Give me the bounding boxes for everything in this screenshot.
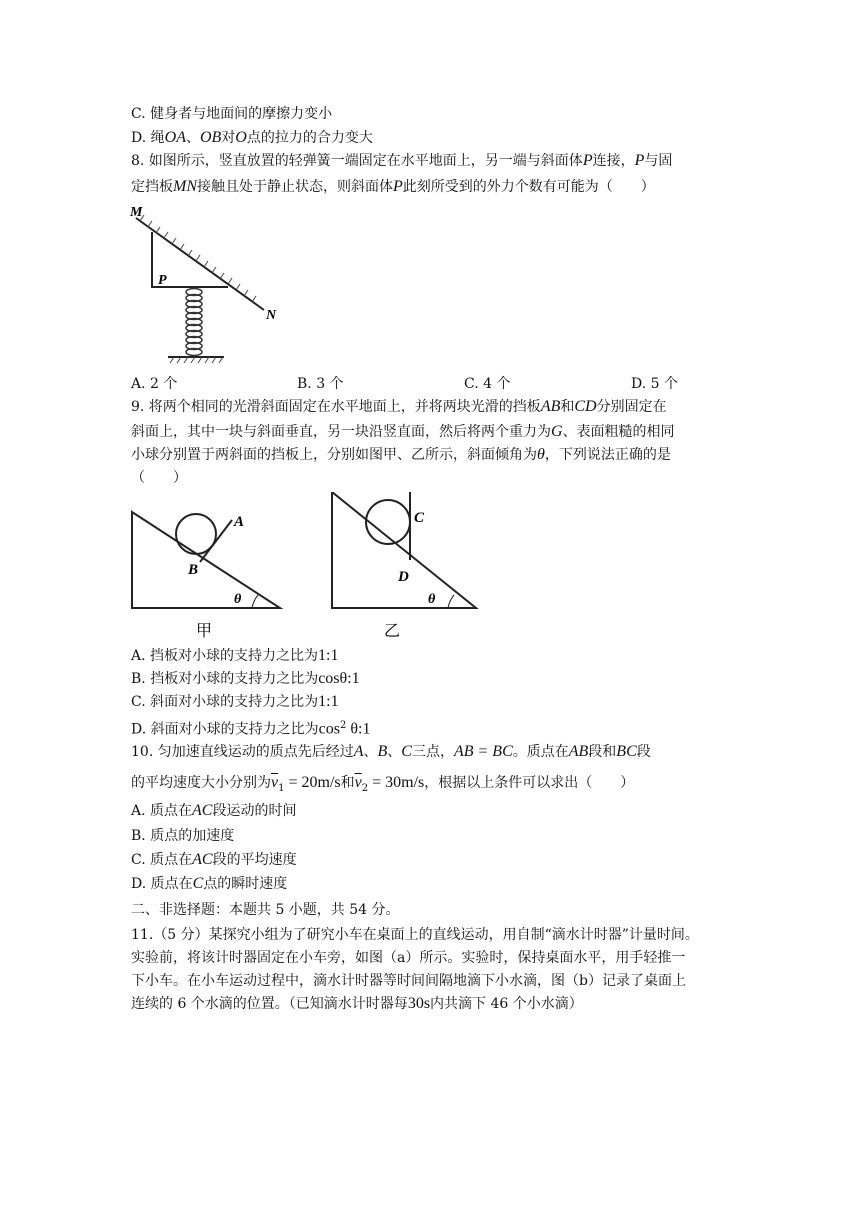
q8-figure	[128, 200, 288, 368]
q9-stem-line-3: 小球分别置于两斜面的挡板上，分别如图甲、乙所示，斜面倾角为θ，下列说法正确的是	[131, 446, 671, 463]
q10-option-d: D. 质点在C点的瞬时速度	[131, 875, 288, 892]
q9-stem-line-4: （ ）	[131, 470, 187, 486]
q9-label-c: C	[414, 510, 425, 526]
q8-stem-line-2: 定挡板MN接触且处于静止状态，则斜面体P此刻所受到的外力个数有可能为（ ）	[131, 178, 655, 195]
q10-option-b: B. 质点的加速度	[131, 828, 235, 844]
q9-figure-jia	[128, 492, 288, 642]
q10-stem-line-2: 的平均速度大小分别为$\overline{v}_1 = 20m/s$和$\overline{v}_2 = 30m/s$，根据以上条件可以求出（ ）	[131, 774, 635, 794]
q11-stem-line-2: 实验前，将该计时器固定在小车旁，如图（a）所示。实验时，保持桌面水平，用手轻推一	[131, 950, 686, 966]
q10-option-c: C. 质点在AC段的平均速度	[131, 851, 297, 868]
q9-option-a: A. 挡板对小球的支持力之比为1:1	[131, 647, 339, 664]
q9-label-theta-jia: θ	[234, 592, 242, 607]
q9-figure-yi	[328, 492, 488, 642]
q10-stem-line-1: 10. 匀加速直线运动的质点先后经过A、B、C三点，AB = BC。质点在AB段和BC段	[131, 743, 651, 760]
q8-stem-line-1: 8. 如图所示，竖直放置的轻弹簧一端固定在水平地面上，另一端与斜面体P连接，P与固	[131, 152, 673, 169]
q11-stem-line-1: 11.（5 分）某探究小组为了研究小车在桌面上的直线运动，用自制“滴水计时器”计量时间。	[131, 927, 699, 943]
q9-stem-line-2: 斜面上，其中一块与斜面垂直，另一块沿竖直面，然后将两个重力为G、表面粗糙的相同	[131, 423, 675, 440]
q11-stem-line-3: 下小车。在小车运动过程中，滴水计时器等时间间隔地滴下小水滴，图（b）记录了桌面上	[131, 973, 686, 989]
section-heading-non-choice: 二、非选择题：本题共 5 小题，共 54 分。	[131, 902, 400, 918]
q7-option-c: C. 健身者与地面间的摩擦力变小	[131, 106, 333, 122]
q9-option-b: B. 挡板对小球的支持力之比为cosθ:1	[131, 670, 360, 687]
q9-label-d: D	[398, 569, 409, 585]
q7-option-d: D. 绳OA、OB对O点的拉力的合力变大	[131, 129, 373, 146]
q8-option-b: B. 3 个	[297, 376, 344, 392]
q9-label-b: B	[188, 562, 199, 578]
q8-option-a: A. 2 个	[131, 376, 178, 392]
q9-option-d: D. 斜面对小球的支持力之比为$\cos^2$ θ:1	[131, 720, 371, 738]
q11-stem-line-4: 连续的 6 个水滴的位置。（已知滴水计时器每30s内共滴下 46 个小水滴）	[131, 995, 583, 1012]
q8-option-d: D. 5 个	[631, 376, 678, 392]
q9-option-c: C. 斜面对小球的支持力之比为1:1	[131, 693, 339, 710]
q9-caption-jia: 甲	[196, 621, 213, 640]
q9-label-theta-yi: θ	[428, 592, 436, 607]
q9-caption-yi: 乙	[384, 621, 401, 640]
q8-label-n: N	[266, 308, 277, 323]
q8-label-m: M	[130, 205, 143, 220]
q8-option-c: C. 4 个	[464, 376, 511, 392]
q10-option-a: A. 质点在AC段运动的时间	[131, 802, 297, 819]
q9-stem-line-1: 9. 将两个相同的光滑斜面固定在水平地面上，并将两块光滑的挡板AB和CD分别固定在	[131, 398, 667, 415]
q8-label-p: P	[158, 273, 167, 288]
q9-label-a: A	[234, 514, 245, 530]
